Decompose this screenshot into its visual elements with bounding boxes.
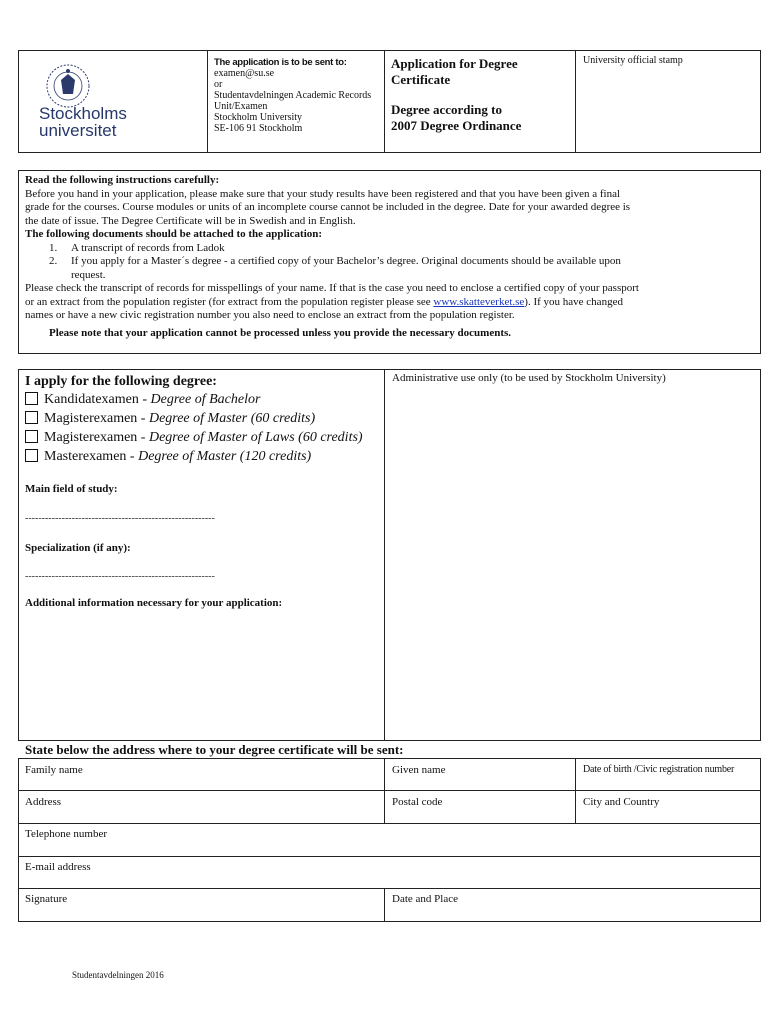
email-field[interactable]: E-mail address: [25, 861, 91, 873]
header-divider-2: [384, 50, 385, 153]
logo-text-line1: Stockholms: [39, 104, 127, 123]
main-field-input[interactable]: ---------------------------------------------------------: [25, 513, 215, 524]
footer-text: Studentavdelningen 2016: [72, 970, 164, 980]
additional-info-input[interactable]: [22, 614, 380, 736]
specialization-input[interactable]: ---------------------------------------------------------: [25, 571, 215, 582]
master-laws-checkbox[interactable]: [25, 430, 38, 443]
instructions: [25, 174, 760, 340]
university-logo: [30, 62, 140, 142]
document-item-text: A transcript of records from Ladok: [71, 241, 225, 254]
degree-option-master-120[interactable]: [25, 447, 363, 466]
title-line2: Certificate: [391, 72, 451, 87]
subtitle-line2: 2007 Degree Ordinance: [391, 118, 522, 133]
degree-admin-divider: [384, 369, 385, 741]
row-line: [18, 856, 761, 857]
main-field-label: Main field of study:: [25, 483, 118, 495]
address-field[interactable]: Address: [25, 796, 62, 808]
signature-field[interactable]: Signature: [25, 893, 68, 905]
admin-use-label: Administrative use only (to be used by Stockholm University): [392, 372, 666, 384]
address-line: SE-106 91 Stockholm: [214, 123, 303, 134]
bachelor-checkbox[interactable]: [25, 392, 38, 405]
degree-swedish: Magisterexamen -: [44, 411, 149, 426]
address-line: or: [214, 79, 223, 90]
check-line-text: or an extract from the population register (for extract from the population register please see: [25, 295, 434, 308]
address-table: [18, 758, 761, 922]
city-country-field[interactable]: City and Country: [583, 796, 660, 808]
telephone-field[interactable]: Telephone number: [25, 828, 108, 840]
specialization-label: Specialization (if any):: [25, 542, 131, 554]
important-note: Please note that your application cannot be processed unless you provide the necessary documents.: [49, 326, 512, 339]
master-60-checkbox[interactable]: [25, 411, 38, 424]
address-line: Stockholm University: [214, 112, 303, 123]
skatteverket-link[interactable]: www.skatteverket.se: [433, 295, 525, 308]
degree-heading: I apply for the following degree:: [25, 374, 217, 389]
check-line-2: [25, 296, 760, 310]
documents-heading: The following documents should be attached to the application:: [25, 228, 323, 240]
address-line: Unit/Examen: [214, 101, 268, 112]
document-item-2-cont: request.: [71, 268, 106, 281]
degree-english: Degree of Master (120 credits): [138, 449, 312, 464]
send-to-block: [214, 57, 382, 134]
instruction-line: the date of issue. The Degree Certificate will be in Swedish and in English.: [25, 214, 356, 227]
row-line: [18, 823, 761, 824]
col-line: [384, 888, 385, 922]
degree-english: Degree of Master (60 credits): [148, 411, 316, 426]
postal-code-field[interactable]: Postal code: [392, 796, 443, 808]
instructions-heading: Read the following instructions carefully:: [25, 174, 220, 186]
degree-swedish: Magisterexamen -: [44, 430, 149, 445]
col-line: [575, 758, 576, 823]
additional-info-label: Additional information necessary for your application:: [25, 597, 283, 609]
title-line1: Application for Degree: [391, 56, 518, 71]
document-item-number: 1.: [49, 241, 58, 254]
address-line: examen@su.se: [214, 68, 275, 79]
instruction-line: Before you hand in your application, please make sure that your study results have been registered and that you have been given a final: [25, 187, 621, 200]
row-line: [18, 888, 761, 889]
document-item-text: If you apply for a Master´s degree - a certified copy of your Bachelor’s degree. Original documents should be available upon: [71, 255, 621, 267]
document-item-1: [25, 242, 760, 256]
family-name-field[interactable]: Family name: [25, 764, 83, 776]
university-seal-icon: [40, 62, 96, 110]
check-line-text: ). If you have changed: [524, 295, 623, 308]
date-place-field[interactable]: Date and Place: [392, 893, 458, 905]
send-to-heading: The application is to be sent to:: [214, 57, 347, 68]
document-item-number: 2.: [49, 255, 58, 267]
form-title: [391, 56, 571, 134]
stamp-label: University official stamp: [583, 55, 683, 66]
degree-option-master-60[interactable]: [25, 409, 363, 428]
master-120-checkbox[interactable]: [25, 449, 38, 462]
degree-options: [25, 390, 363, 466]
degree-option-master-laws[interactable]: [25, 428, 363, 447]
instruction-line: grade for the courses. Course modules or units of an incomplete course cannot be included in the degree. Date for your awarded degree is: [25, 201, 631, 213]
col-line: [384, 758, 385, 823]
header-divider-1: [207, 50, 208, 153]
logo-text-line2: universitet: [39, 121, 117, 140]
dob-field[interactable]: Date of birth /Civic registration number: [583, 764, 735, 775]
given-name-field[interactable]: Given name: [392, 764, 446, 776]
document-item-2: [25, 255, 760, 269]
degree-swedish: Kandidatexamen -: [44, 392, 151, 407]
address-heading: State below the address where to your degree certificate will be sent:: [25, 742, 404, 757]
degree-option-bachelor[interactable]: [25, 390, 363, 409]
header-divider-3: [575, 50, 576, 153]
check-line: Please check the transcript of records for misspellings of your name. If that is the case you need to enclose a certified copy of your passport: [25, 282, 639, 294]
degree-swedish: Masterexamen -: [44, 449, 139, 464]
degree-english: Degree of Bachelor: [150, 392, 261, 407]
check-line: names or have a new civic registration number you also need to enclose an extract from the population register.: [25, 309, 515, 321]
address-line: Studentavdelningen Academic Records: [214, 90, 372, 101]
subtitle-line1: Degree according to: [391, 102, 502, 117]
degree-english: Degree of Master of Laws (60 credits): [148, 430, 363, 445]
row-line: [18, 790, 761, 791]
